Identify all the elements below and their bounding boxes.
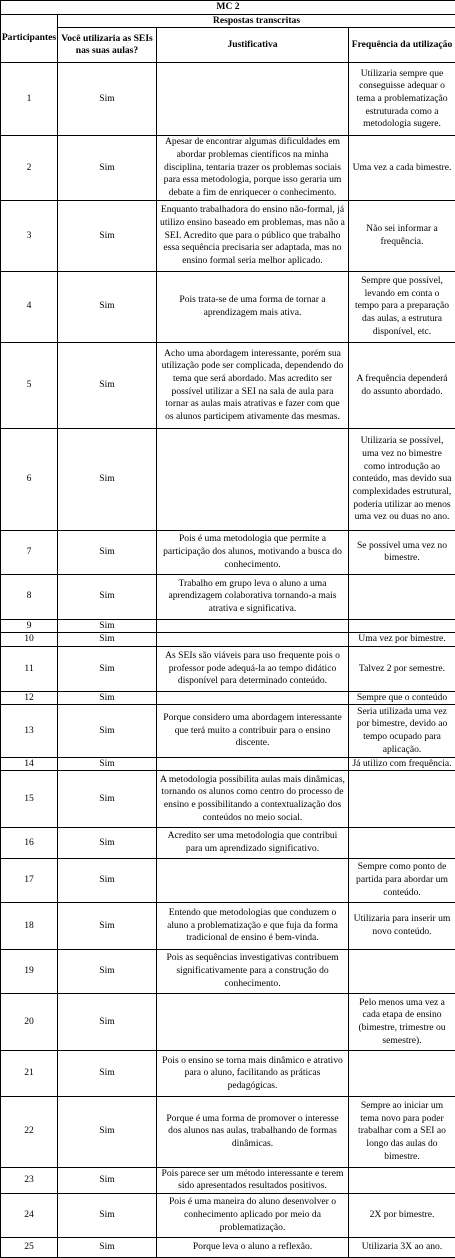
use-cell: Sim [58,619,157,633]
table-row [1,1167,455,1194]
use-cell: Sim [58,136,157,201]
participant-cell: 22 [1,1096,58,1167]
table-row [1,859,455,902]
frequency-cell: Sempre ao iniciar um tema novo para poder trabalhar com a SEI ao longo das aulas do bimestre. [349,1096,455,1167]
justification-cell [157,633,349,647]
justification-cell: Acredito ser uma metodologia que contribui para um aprendizado significativo. [157,827,349,858]
use-cell: Sim [58,647,157,691]
frequency-cell: Uma vez por bimestre. [349,633,455,647]
justification-cell: Trabalho em grupo leva o aluno a uma aprendizagem colaborativa tornando-a mais atrativa e significativa. [157,575,349,619]
use-cell: Sim [58,63,157,136]
justification-cell: Apesar de encontrar algumas dificuldades em abordar problemas científicos na minha disciplina, tentaria trazer os problemas sociais para essa metodologia, porque isso geraria um debate a fim de enriquecer o conhecimento. [157,136,349,201]
use-cell: Sim [58,1051,157,1096]
participant-cell: 14 [1,757,58,771]
participant-cell: 6 [1,429,58,530]
justification-cell: A metodologia possibilita aulas mais dinâmicas, tornando os alunos como centro do processo de ensino e possibilitando a contextualização dos conteúdos no meio social. [157,771,349,828]
justification-cell [157,63,349,136]
header-justification: Justificativa [157,28,349,63]
participant-cell: 8 [1,575,58,619]
use-cell: Sim [58,1237,157,1257]
justification-cell [157,619,349,633]
table-row [1,342,455,429]
participant-cell: 7 [1,530,58,574]
table-row [1,827,455,858]
table-row [1,757,455,771]
use-cell: Sim [58,575,157,619]
table-row [1,1051,455,1096]
header-use: Você utilizaria as SEIs nas suas aulas? [58,28,157,63]
table-body [1,63,455,1258]
frequency-cell: Utilizaria se possível, uma vez no bimestre como introdução ao conteúdo, mas devido sua complexidades estrutural, poderia utilizar ao menos uma vez ou duas no ano. [349,429,455,530]
participant-cell: 16 [1,827,58,858]
table-row [1,1096,455,1167]
participant-cell: 1 [1,63,58,136]
table-row [1,63,455,136]
use-cell: Sim [58,771,157,828]
table-row [1,691,455,705]
table-title: MC 2 [1,1,455,15]
justification-cell [157,757,349,771]
frequency-cell: 2X por bimestre. [349,1194,455,1237]
justification-cell: Pois parece ser um método interessante e terem sido apresentados resultados positivos. [157,1167,349,1194]
frequency-cell: A frequência dependerá do assunto abordado. [349,342,455,429]
justification-cell: As SEIs são viáveis para uso frequente pois o professor pode adequá-la ao tempo didático disponível para determinado conteúdo. [157,647,349,691]
participant-cell: 10 [1,633,58,647]
use-cell: Sim [58,1096,157,1167]
participant-cell: 3 [1,201,58,272]
table-row [1,705,455,757]
frequency-cell: Sempre que o conteúdo [349,691,455,705]
participant-cell: 25 [1,1237,58,1257]
frequency-cell: Talvez 2 por semestre. [349,647,455,691]
frequency-cell [349,827,455,858]
frequency-cell [349,619,455,633]
frequency-cell: Se possível uma vez no bimestre. [349,530,455,574]
use-cell: Sim [58,859,157,902]
table-row [1,530,455,574]
frequency-cell [349,1051,455,1096]
justification-cell: Porque é uma forma de promover o interesse dos alunos nas aulas, trabalhando de formas dinâmicas. [157,1096,349,1167]
table-row [1,1237,455,1257]
participant-cell: 2 [1,136,58,201]
frequency-cell [349,575,455,619]
participant-cell: 13 [1,705,58,757]
participant-cell: 23 [1,1167,58,1194]
use-cell: Sim [58,1194,157,1237]
justification-cell: Porque leva o aluno a reflexão. [157,1237,349,1257]
table-row [1,633,455,647]
justification-cell: Acho uma abordagem interessante, porém sua utilização pode ser complicada, dependendo do tema que será abordado. Mas acredito ser possível utilizar a SEI na sala de aula para tornar as aulas mais atrativas e fazer com que os alunos participem ativamente das mesmas. [157,342,349,429]
frequency-cell [349,771,455,828]
frequency-cell: Sempre que possível, levando em conta o tempo para a preparação das aulas, a estrutura disponível, etc. [349,271,455,342]
frequency-cell: Uma vez a cada bimestre. [349,136,455,201]
use-cell: Sim [58,902,157,950]
use-cell: Sim [58,691,157,705]
participant-cell: 21 [1,1051,58,1096]
participant-cell: 9 [1,619,58,633]
participant-cell: 20 [1,993,58,1051]
table-row [1,950,455,993]
frequency-cell: Sempre como ponto de partida para abordar um conteúdo. [349,859,455,902]
use-cell: Sim [58,271,157,342]
frequency-cell: Já utilizo com frequência. [349,757,455,771]
participant-cell: 11 [1,647,58,691]
justification-cell: Pois as sequências investigativas contribuem significativamente para a construção do conhecimento. [157,950,349,993]
justification-cell: Enquanto trabalhadora do ensino não-formal, já utilizo ensino baseado em problemas, mas não a SEI. Acredito que para o público que trabalho essa sequência precisaria ser adaptada, mas no ensino formal seria melhor aplicado. [157,201,349,272]
justification-cell: Pois é uma maneira do aluno desenvolver o conhecimento aplicado por meio da problematização. [157,1194,349,1237]
frequency-cell: Seria utilizada uma vez por bimestre, devido ao tempo ocupado para aplicação. [349,705,455,757]
justification-cell [157,429,349,530]
use-cell: Sim [58,1167,157,1194]
header-participants: Participantes [1,14,58,63]
justification-cell [157,993,349,1051]
use-cell: Sim [58,429,157,530]
use-cell: Sim [58,705,157,757]
participant-cell: 17 [1,859,58,902]
table-row [1,429,455,530]
frequency-cell: Utilizaria para inserir um novo conteúdo. [349,902,455,950]
participant-cell: 24 [1,1194,58,1237]
participant-cell: 15 [1,771,58,828]
table-row [1,201,455,272]
justification-cell: Pois é uma metodologia que permite a participação dos alunos, motivando a busca do conhecimento. [157,530,349,574]
participant-cell: 12 [1,691,58,705]
frequency-cell: Pelo menos uma vez a cada etapa de ensino (bimestre, trimestre ou semestre). [349,993,455,1051]
table-row [1,771,455,828]
header-group: Respostas transcritas [58,14,455,28]
table-row [1,271,455,342]
justification-cell: Porque considero uma abordagem interessante que terá muito a contribuir para o ensino discente. [157,705,349,757]
frequency-cell [349,950,455,993]
frequency-cell: Utilizaria 3X ao ano. [349,1237,455,1257]
frequency-cell: Utilizaria sempre que conseguisse adequar o tema a problematização estruturada como a metodologia sugere. [349,63,455,136]
table-row [1,619,455,633]
justification-cell: Pois trata-se de uma forma de tornar a aprendizagem mais ativa. [157,271,349,342]
use-cell: Sim [58,950,157,993]
justification-cell: Pois o ensino se torna mais dinâmico e atrativo para o aluno, facilitando as práticas pedagógicas. [157,1051,349,1096]
justification-cell [157,859,349,902]
frequency-cell [349,1167,455,1194]
table-row [1,993,455,1051]
participant-cell: 18 [1,902,58,950]
frequency-cell: Não sei informar a frequência. [349,201,455,272]
use-cell: Sim [58,757,157,771]
table-row [1,902,455,950]
justification-cell [157,691,349,705]
use-cell: Sim [58,342,157,429]
use-cell: Sim [58,993,157,1051]
header-frequency: Frequência da utilização [349,28,455,63]
participant-cell: 4 [1,271,58,342]
use-cell: Sim [58,827,157,858]
use-cell: Sim [58,201,157,272]
table-row [1,136,455,201]
table-row [1,575,455,619]
participant-cell: 5 [1,342,58,429]
use-cell: Sim [58,633,157,647]
use-cell: Sim [58,530,157,574]
justification-cell: Entendo que metodologias que conduzem o aluno a problematização e que fuja da forma tradicional de ensino é bem-vinda. [157,902,349,950]
participant-cell: 19 [1,950,58,993]
table-row [1,647,455,691]
table-row [1,1194,455,1237]
